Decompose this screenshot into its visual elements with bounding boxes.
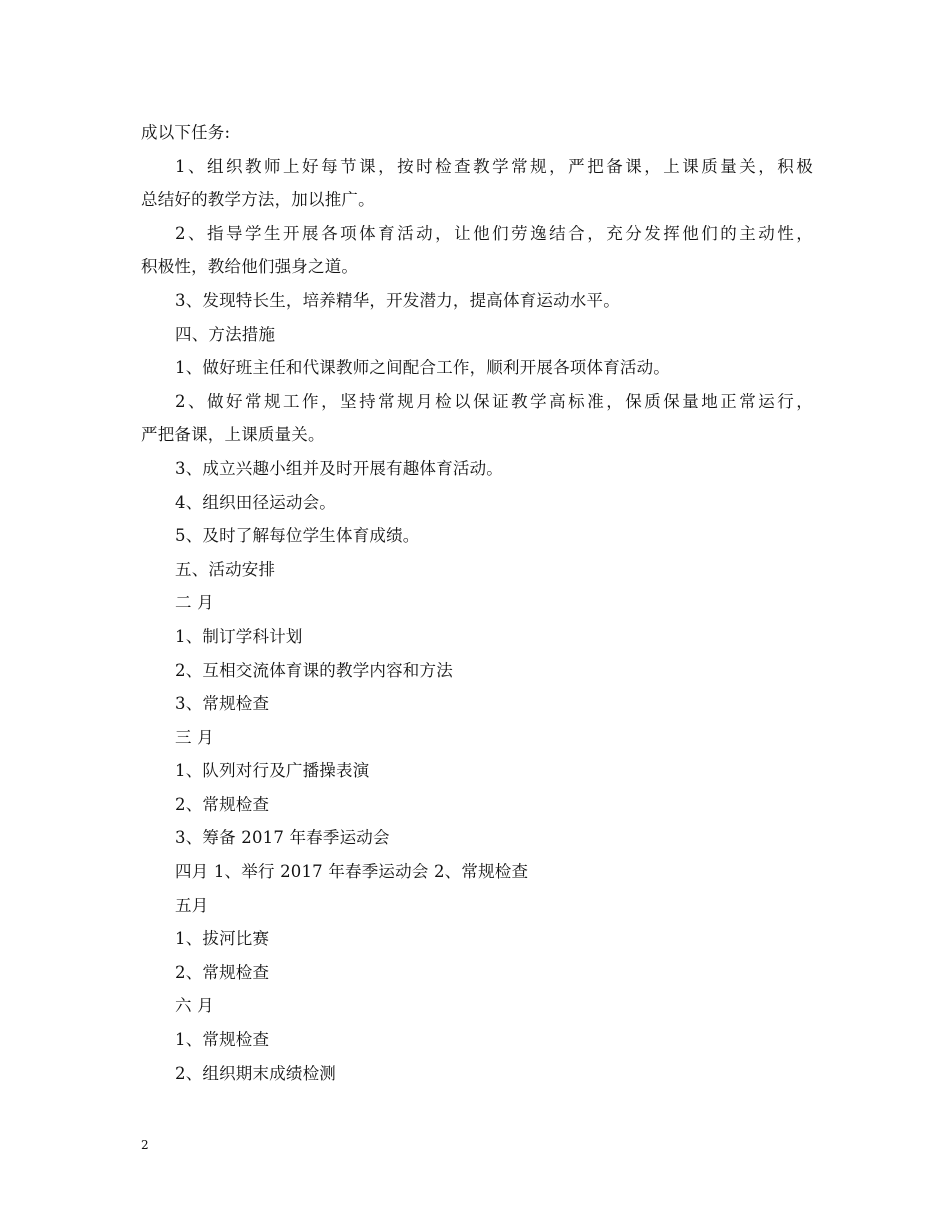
text-line: 成以下任务: xyxy=(141,123,231,142)
activity-item: 3、常规检查 xyxy=(175,694,270,714)
month-heading: 六 月 xyxy=(175,996,214,1016)
text-line: 4、组织田径运动会。 xyxy=(175,492,336,512)
activity-item: 2、常规检查 xyxy=(175,794,270,814)
text-line: 积极性，教给他们强身之道。 xyxy=(141,257,359,277)
activity-item: 2、组织期末成绩检测 xyxy=(175,1063,336,1083)
month-heading: 二 月 xyxy=(175,593,214,613)
document-body xyxy=(141,116,813,1090)
text-line: 3、发现特长生，培养精华，开发潜力，提高体育运动水平。 xyxy=(175,290,620,310)
text-line: 2、做好常规工作，坚持常规月检以保证教学高标准，保质保量地正常运行， xyxy=(175,391,813,411)
month-heading: 三 月 xyxy=(175,727,214,747)
section-heading: 四、方法措施 xyxy=(175,324,276,344)
activity-item: 1、常规检查 xyxy=(175,1030,270,1050)
text-line: 1、组织教师上好每节课，按时检查教学常规，严把备课，上课质量关，积极 xyxy=(175,156,813,176)
text-line: 3、成立兴趣小组并及时开展有趣体育活动。 xyxy=(175,458,503,478)
activity-item: 2、常规检查 xyxy=(175,962,270,982)
activity-item: 1、制订学科计划 xyxy=(175,626,303,646)
text-line: 1、做好班主任和代课教师之间配合工作，顺利开展各项体育活动。 xyxy=(175,358,670,378)
activity-item: 1、拔河比赛 xyxy=(175,929,270,949)
text-line: 2、指导学生开展各项体育活动，让他们劳逸结合，充分发挥他们的主动性， xyxy=(175,223,813,243)
activity-item: 3、筹备 2017 年春季运动会 xyxy=(175,828,390,848)
section-heading: 五、活动安排 xyxy=(175,559,276,579)
month-heading: 五月 xyxy=(175,895,209,915)
page-number: 2 xyxy=(141,1138,149,1152)
activity-item: 1、队列对行及广播操表演 xyxy=(175,761,370,781)
text-line: 5、及时了解每位学生体育成绩。 xyxy=(175,526,420,546)
text-line: 严把备课，上课质量关。 xyxy=(141,425,325,445)
month-activity-line: 四月 1、举行 2017 年春季运动会 2、常规检查 xyxy=(175,862,529,882)
activity-item: 2、互相交流体育课的教学内容和方法 xyxy=(175,660,453,680)
text-line: 总结好的教学方法，加以推广。 xyxy=(141,190,375,210)
